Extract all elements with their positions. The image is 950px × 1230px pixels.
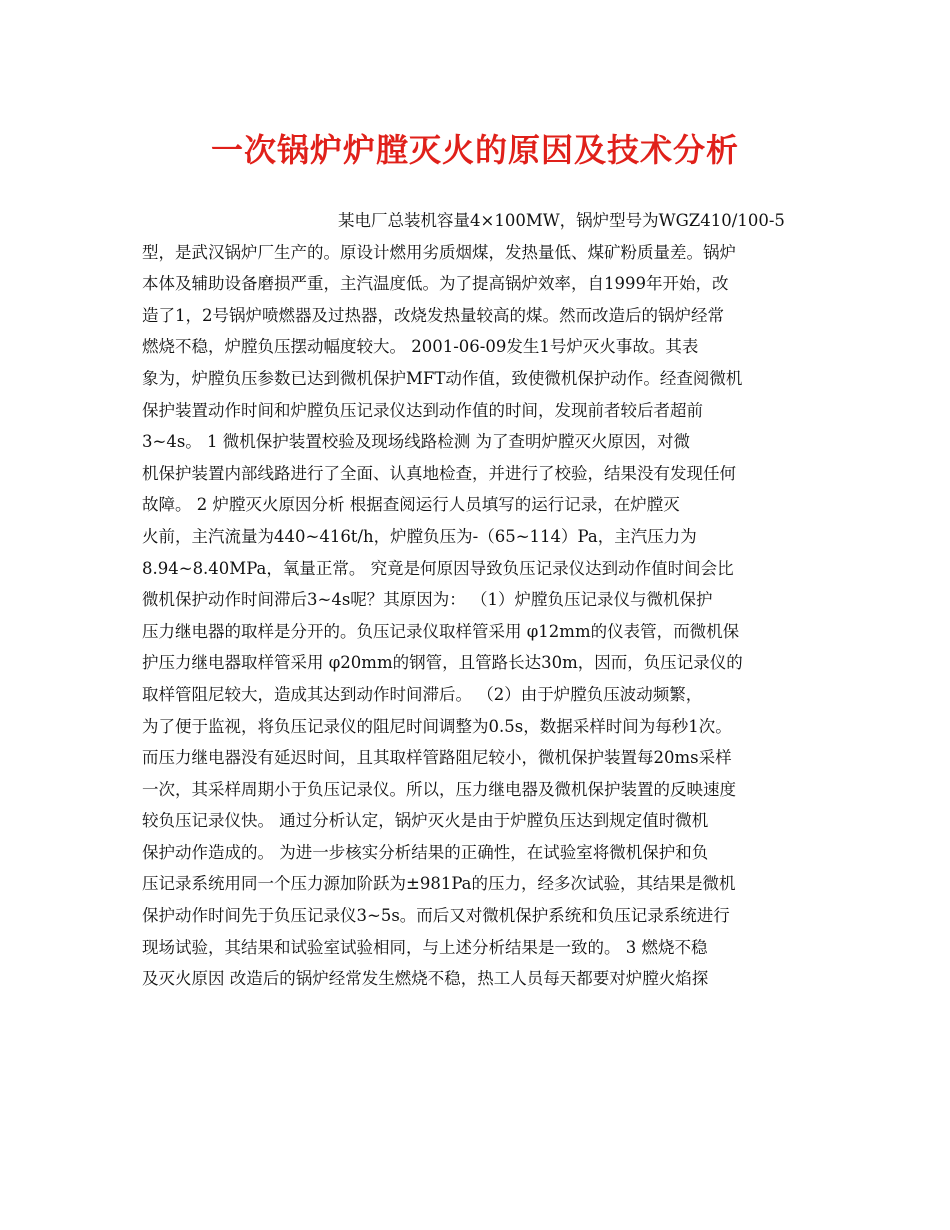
text-line: 造了1，2号锅炉喷燃器及过热器，改烧发热量较高的煤。然而改造后的锅炉经常 — [142, 305, 724, 325]
text-line: 及灭火原因 改造后的锅炉经常发生燃烧不稳，热工人员每天都要对炉膛火焰探 — [142, 969, 709, 989]
text-line: 某电厂总装机容量4×100MW，锅炉型号为WGZ410/100-5 — [338, 211, 785, 230]
text-line: 机保护装置内部线路进行了全面、认真地检查，并进行了校验，结果没有发现任何 — [142, 463, 736, 483]
text-line: 象为，炉膛负压参数已达到微机保护MFT动作值，致使微机保护动作。经查阅微机 — [142, 368, 743, 388]
text-line: 故障。 2 炉膛灭火原因分析 根据查阅运行人员填写的运行记录，在炉膛灭 — [142, 495, 680, 515]
text-line: 8.94~8.40MPa，氧量正常。 究竟是何原因导致负压记录仪达到动作值时间会比 — [142, 558, 734, 578]
text-line: 压记录系统用同一个压力源加阶跃为±981Pa的压力，经多次试验，其结果是微机 — [142, 874, 736, 894]
text-line: 本体及辅助设备磨损严重，主汽温度低。为了提高锅炉效率，自1999年开始，改 — [142, 274, 729, 294]
text-line: 火前，主汽流量为440~416t/h，炉膛负压为-（65~114）Pa，主汽压力为 — [142, 526, 697, 546]
text-line: 保护动作造成的。 为进一步核实分析结果的正确性，在试验室将微机保护和负 — [142, 842, 709, 862]
text-line: 较负压记录仪快。 通过分析认定，锅炉灭火是由于炉膛负压达到规定值时微机 — [142, 811, 709, 831]
text-line: 而压力继电器没有延迟时间，且其取样管路阻尼较小，微机保护装置每20ms采样 — [142, 748, 732, 768]
text-line: 一次，其采样周期小于负压记录仪。所以，压力继电器及微机保护装置的反映速度 — [142, 779, 736, 799]
text-line: 微机保护动作时间滞后3~4s呢？其原因为： （1）炉膛负压记录仪与微机保护 — [142, 590, 713, 610]
text-line: 现场试验，其结果和试验室试验相同，与上述分析结果是一致的。 3 燃烧不稳 — [142, 937, 708, 957]
text-line: 保护动作时间先于负压记录仪3~5s。而后又对微机保护系统和负压记录系统进行 — [142, 906, 730, 926]
body-paragraph — [142, 205, 810, 995]
text-line: 压力继电器的取样是分开的。负压记录仪取样管采用 φ12mm的仪表管，而微机保 — [142, 621, 740, 641]
text-line: 保护装置动作时间和炉膛负压记录仪达到动作值的时间，发现前者较后者超前 — [142, 400, 703, 420]
document-title: 一次锅炉炉膛灭火的原因及技术分析 — [210, 131, 739, 169]
text-line: 燃烧不稳，炉膛负压摆动幅度较大。 2001-06-09发生1号炉灭火事故。其表 — [142, 337, 699, 357]
text-line: 为了便于监视，将负压记录仪的阻尼时间调整为0.5s，数据采样时间为每秒1次。 — [142, 716, 732, 736]
text-line: 护压力继电器取样管采用 φ20mm的钢管，且管路长达30m，因而，负压记录仪的 — [142, 653, 743, 673]
text-line: 3~4s。 1 微机保护装置校验及现场线路检测 为了查明炉膛灭火原因，对微 — [142, 432, 691, 452]
text-line: 取样管阻尼较大，造成其达到动作时间滞后。 （2）由于炉膛负压波动频繁， — [142, 684, 703, 704]
text-line: 型，是武汉锅炉厂生产的。原设计燃用劣质烟煤，发热量低、煤矿粉质量差。锅炉 — [142, 242, 736, 262]
